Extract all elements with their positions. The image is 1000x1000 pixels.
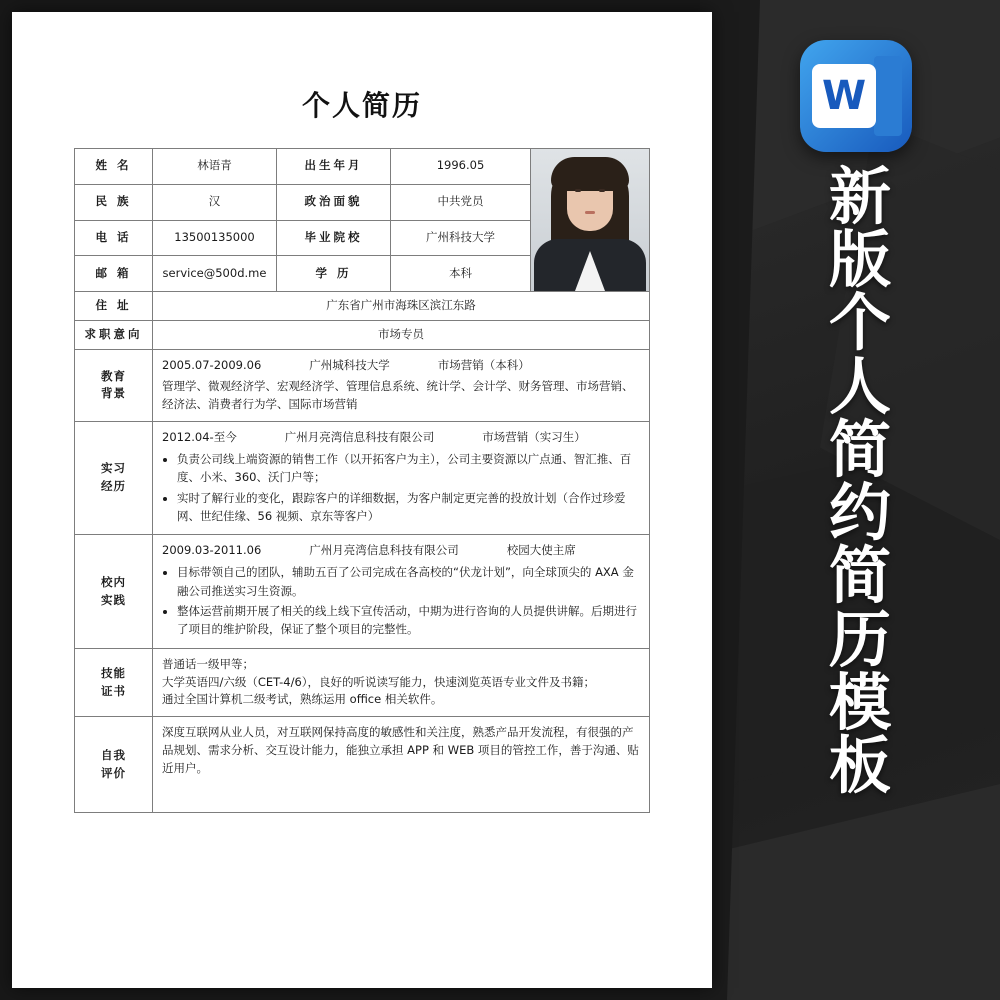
section-label-skills-line2: 证书 <box>101 683 126 698</box>
field-value-email: service@500d.me <box>153 256 277 292</box>
section-content-campus <box>153 535 650 648</box>
field-label-school: 毕业院校 <box>277 220 391 256</box>
section-label-internship-line2: 经历 <box>101 479 126 494</box>
field-value-ethnicity: 汉 <box>153 184 277 220</box>
promo-caption-char: 历 <box>828 602 891 676</box>
field-value-birth: 1996.05 <box>391 149 531 185</box>
page-title: 个人简历 <box>301 89 422 122</box>
portrait-eye-left <box>575 189 581 192</box>
list-item: • 实时了解行业的变化，跟踪客户的详细数据，为客户制定更完善的投放计划（合作过珍爱网、世纪佳缘、56 视频、京东等客户） <box>177 489 640 526</box>
campus-bullets <box>162 563 640 639</box>
section-label-internship-line1: 实习 <box>101 461 126 476</box>
internship-company: 广州月亮湾信息科技有限公司 <box>284 430 435 445</box>
internship-heading <box>162 429 640 447</box>
promo-caption-char: 简 <box>828 539 891 613</box>
table-row-campus <box>75 535 650 648</box>
section-label-education <box>75 349 153 421</box>
field-value-school: 广州科技大学 <box>391 220 531 256</box>
section-content-skills <box>153 648 650 716</box>
applicant-photo <box>531 149 649 291</box>
promo-caption-char: 个 <box>828 286 891 360</box>
resume-page <box>12 12 712 988</box>
education-school: 广州城科技大学 <box>309 357 390 372</box>
table-row-internship <box>75 422 650 535</box>
field-value-political: 中共党员 <box>391 184 531 220</box>
education-heading <box>162 357 640 375</box>
field-label-phone: 电 话 <box>75 220 153 256</box>
campus-heading <box>162 542 640 560</box>
section-label-campus <box>75 535 153 648</box>
promo-caption <box>800 160 920 803</box>
promo-caption-char: 简 <box>828 412 891 486</box>
section-label-campus-line1: 校内 <box>101 574 126 589</box>
table-row <box>75 292 650 321</box>
field-label-intention: 求职意向 <box>75 320 153 349</box>
skills-line: 大学英语四/六级（CET-4/6），良好的听说读写能力，快速浏览英语专业文件及书籍； <box>162 674 596 689</box>
field-label-degree: 学 历 <box>277 256 391 292</box>
section-label-skills <box>75 648 153 716</box>
portrait-hair-front <box>551 157 629 191</box>
section-label-campus-line2: 实践 <box>101 592 126 607</box>
section-label-self-eval-line1: 自我 <box>101 747 126 762</box>
field-label-name: 姓 名 <box>75 149 153 185</box>
list-item: • 目标带领自己的团队，辅助五百了公司完成在各高校的“伏龙计划”，向全球顶尖的 AXA 金融公司推送实习生资源。 <box>177 563 640 600</box>
word-icon-letter: W <box>812 64 876 128</box>
promo-caption-char: 新 <box>828 160 891 233</box>
table-row <box>75 320 650 349</box>
table-row-education <box>75 349 650 421</box>
section-label-internship <box>75 422 153 535</box>
promo-caption-char: 板 <box>828 729 891 803</box>
field-value-name: 林语青 <box>153 149 277 185</box>
field-value-intention: 市场专员 <box>153 320 650 349</box>
campus-company: 广州月亮湾信息科技有限公司 <box>309 543 459 558</box>
campus-role: 校园大使主席 <box>506 543 576 558</box>
education-major: 市场营销（本科） <box>437 357 530 372</box>
education-date: 2005.07-2009.06 <box>162 357 262 372</box>
section-content-education <box>153 349 650 421</box>
field-label-birth: 出生年月 <box>277 149 391 185</box>
list-item: • 负责公司线上端资源的销售工作（以开拓客户为主），公司主要资源以广点通、智汇推、百度、小米、360、沃门户等； <box>177 450 640 487</box>
portrait-mouth <box>585 211 595 214</box>
photo-cell <box>531 149 650 292</box>
field-value-phone: 13500135000 <box>153 220 277 256</box>
word-icon-sheet <box>874 56 902 136</box>
section-label-education-line1: 教育 <box>101 368 126 383</box>
promo-caption-char: 人 <box>828 349 891 423</box>
promo-caption-char: 模 <box>828 665 891 739</box>
promo-caption-char: 版 <box>828 223 891 297</box>
internship-date: 2012.04-至今 <box>162 430 237 445</box>
self-eval-line: 深度互联网从业人员，对互联网保持高度的敏感性和关注度，熟悉产品开发流程，有很强的产品规划、需求分析、交互设计能力，能独立承担 APP 和 WEB 项目的管控工作，善于沟通、贴近用户。 <box>162 725 639 775</box>
field-label-email: 邮 箱 <box>75 256 153 292</box>
skills-line: 通过全国计算机二级考试，熟练运用 office 相关软件。 <box>162 692 443 707</box>
table-row-self-eval <box>75 717 650 813</box>
internship-role: 市场营销（实习生） <box>482 430 586 445</box>
list-item: • 整体运营前期开展了相关的线上线下宣传活动，中期为进行咨询的人员提供讲解。后期进行了项目的维护阶段，保证了整个项目的完整性。 <box>177 602 640 639</box>
field-value-degree: 本科 <box>391 256 531 292</box>
word-app-icon <box>800 40 912 152</box>
field-value-address: 广东省广州市海珠区滨江东路 <box>153 292 650 321</box>
section-content-internship <box>153 422 650 535</box>
education-detail: 管理学、微观经济学、宏观经济学、管理信息系统、统计学、会计学、财务管理、市场营销、经济法、消费者行为学、国际市场营销 <box>162 379 634 412</box>
portrait-eye-right <box>599 189 605 192</box>
resume-table <box>74 148 650 813</box>
field-label-political: 政治面貌 <box>277 184 391 220</box>
promo-caption-char: 约 <box>828 476 891 550</box>
table-row <box>75 149 650 185</box>
section-content-self-eval <box>153 717 650 813</box>
campus-date: 2009.03-2011.06 <box>162 543 262 558</box>
section-label-skills-line1: 技能 <box>101 665 126 680</box>
section-label-self-eval-line2: 评价 <box>101 765 126 780</box>
table-row-skills <box>75 648 650 716</box>
skills-line: 普通话一级甲等； <box>162 656 254 671</box>
section-label-education-line2: 背景 <box>101 386 126 401</box>
field-label-ethnicity: 民 族 <box>75 184 153 220</box>
internship-bullets <box>162 450 640 526</box>
field-label-address: 住 址 <box>75 292 153 321</box>
section-label-self-eval <box>75 717 153 813</box>
